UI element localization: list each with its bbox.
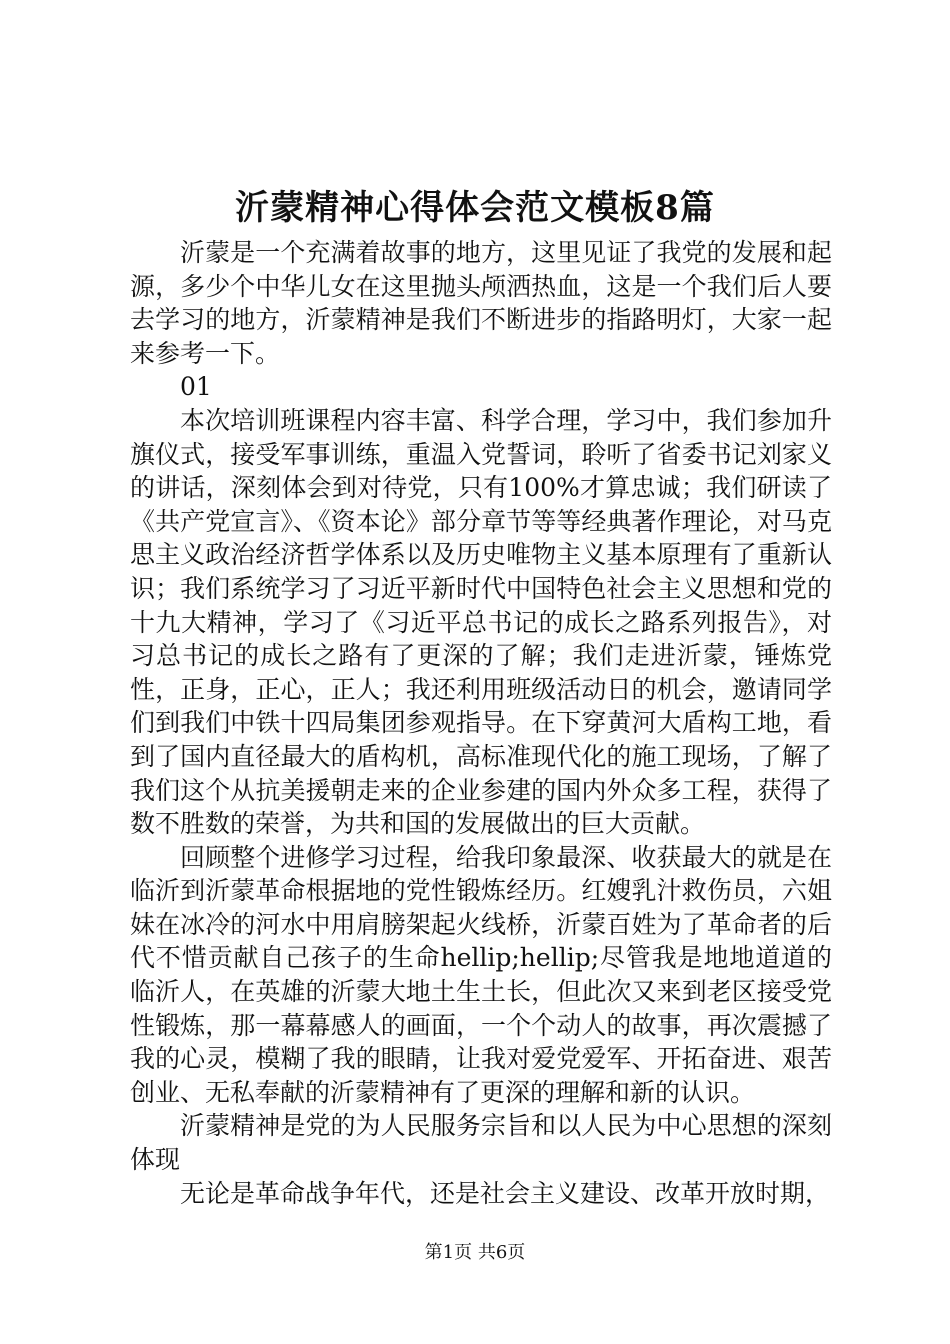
body-paragraph: 本次培训班课程内容丰富、科学合理，学习中，我们参加升旗仪式，接受军事训练，重温入党誓词，聆听了省委书记刘家义的讲话，深刻体会到对待党，只有100%才算忠诚；我们研读了《共产党宣言》、《资本论》部分章节等等经典著作理论，对马克思主义政治经济哲学体系以及历史唯物主义基本原理有了重新认识；我们系统学习了习近平新时代中国特色社会主义思想和党的十九大精神，学习了《习近平总书记的成长之路系列报告》，对习总书记的成长之路有了更深的了解；我们走进沂蒙，锤炼党性，正身，正心，正人；我还利用班级活动日的机会，邀请同学们到我们中铁十四局集团参观指导。在下穿黄河大盾构工地，看到了国内直径最大的盾构机，高标准现代化的施工现场，了解了我们这个从抗美援朝走来的企业参建的国内外众多工程，获得了数不胜数的荣誉，为共和国的发展做出的巨大贡献。 [130,405,832,839]
body-paragraph: 回顾整个进修学习过程，给我印象最深、收获最大的就是在临沂到沂蒙革命根据地的党性锻炼经历。红嫂乳汁救伤员，六姐妹在冰冷的河水中用肩膀架起火线桥，沂蒙百姓为了革命者的后代不惜贡献自己孩子的生命hellip;hellip;尽管我是地地道道的临沂人，在英雄的沂蒙大地土生土长，但此次又来到老区接受党性锻炼，那一幕幕感人的画面，一个个动人的故事，再次震撼了我的心灵，模糊了我的眼睛，让我对爱党爱军、开拓奋进、艰苦创业、无私奉献的沂蒙精神有了更深的理解和新的认识。 [130,842,832,1107]
intro-paragraph: 沂蒙是一个充满着故事的地方，这里见证了我党的发展和起源，多少个中华儿女在这里抛头颅洒热血，这是一个我们后人要去学习的地方，沂蒙精神是我们不断进步的指路明灯，大家一起来参考一下。 [130,238,832,368]
body-paragraph: 无论是革命战争年代，还是社会主义建设、改革开放时期， [180,1178,831,1208]
section-heading: 沂蒙精神是党的为人民服务宗旨和以人民为中心思想的深刻体现 [130,1111,832,1175]
document-body [130,236,832,1210]
page-footer: 第1页 共6页 [424,1242,526,1263]
document-title: 沂蒙精神心得体会范文模板8篇 [235,188,715,228]
section-number: 01 [180,372,212,402]
